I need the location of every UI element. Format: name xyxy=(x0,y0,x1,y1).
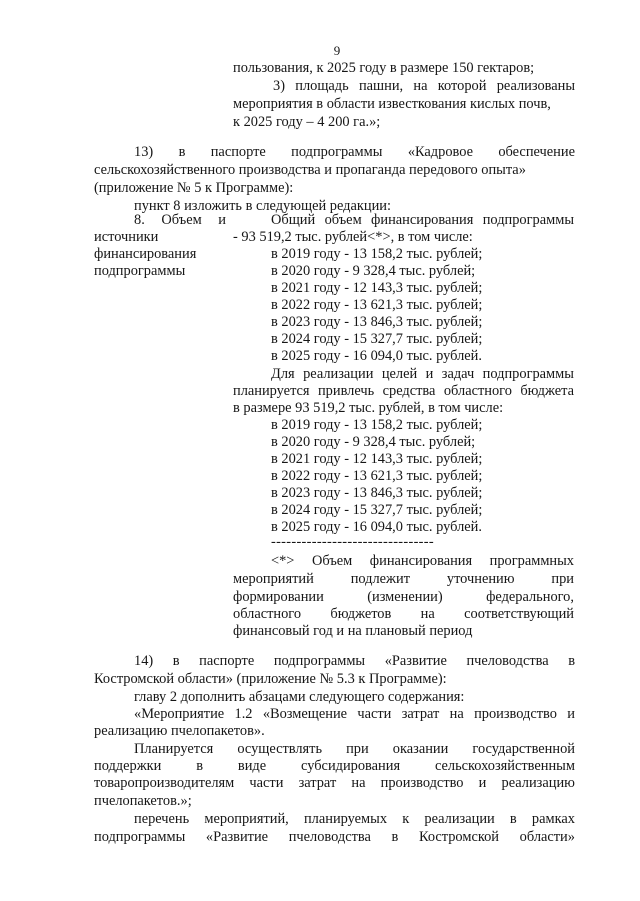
word: подпрограммы xyxy=(94,829,186,845)
word: объем xyxy=(324,212,362,228)
funding-year-line: в 2020 году - 9 328,4 тыс. рублей; xyxy=(271,434,476,450)
word: сельскохозяйственным xyxy=(434,758,575,774)
text-line xyxy=(94,775,575,793)
word: части xyxy=(357,706,392,722)
word: перечень xyxy=(134,811,190,827)
word: Костромской xyxy=(418,829,500,845)
text-line: пользования, к 2025 году в размере 150 гектаров; xyxy=(233,60,535,76)
word: подлежит xyxy=(350,571,410,587)
word: 13) xyxy=(134,144,154,160)
text-line xyxy=(271,212,574,230)
text-line xyxy=(134,706,575,724)
funding-year-line: в 2023 году - 13 846,3 тыс. рублей; xyxy=(271,314,483,330)
word: в xyxy=(391,829,399,845)
word: пашни, xyxy=(358,78,404,94)
word: при xyxy=(551,571,574,587)
funding-year-line: в 2023 году - 13 846,3 тыс. рублей; xyxy=(271,485,483,501)
word: «Развитие xyxy=(205,829,269,845)
text-line: Костромской области» (приложение № 5.3 к Программе): xyxy=(94,671,447,687)
word: затрат xyxy=(401,706,440,722)
table-left-label: подпрограммы xyxy=(94,263,186,279)
text-line: в размере 93 519,2 тыс. рублей, в том числе: xyxy=(233,400,504,416)
word: Общий xyxy=(271,212,316,228)
footnote-line xyxy=(233,589,574,607)
text-line: пчелопакетов.»; xyxy=(94,793,192,809)
word: подпрограммы xyxy=(482,212,574,228)
text-line xyxy=(94,758,575,776)
word: на xyxy=(420,606,435,622)
footnote-line xyxy=(233,606,574,624)
word: субсидирования xyxy=(301,758,401,774)
word: области» xyxy=(519,829,575,845)
word: и xyxy=(478,775,487,791)
word: и xyxy=(567,706,575,722)
word: рамках xyxy=(531,811,575,827)
footnote-separator: -------------------------------- xyxy=(271,534,434,550)
word: мероприятий xyxy=(233,571,314,587)
word: бюджета xyxy=(520,383,574,399)
word: в xyxy=(172,653,180,669)
word: подпрограммы xyxy=(273,653,366,669)
word: 8. xyxy=(134,212,145,228)
word: областного xyxy=(233,606,302,622)
text-line xyxy=(134,144,575,162)
word: части xyxy=(249,775,284,791)
word: оказании xyxy=(392,741,449,757)
word: уточнению xyxy=(446,571,515,587)
word: реализации xyxy=(303,366,374,382)
footnote-line: финансовый год и на плановый период xyxy=(233,623,473,639)
footnote-line xyxy=(233,571,574,589)
text-line: реализацию пчелопакетов». xyxy=(94,723,265,739)
word: в xyxy=(196,758,204,774)
text-line: сельскохозяйственного производства и пропаганда передового опыта» xyxy=(94,162,526,178)
word: целей xyxy=(381,366,418,382)
text-line xyxy=(271,366,574,384)
funding-year-line: в 2021 году - 12 143,3 тыс. рублей; xyxy=(271,280,483,296)
word: 1.2 xyxy=(234,706,253,722)
word: которой xyxy=(437,78,487,94)
word: 14) xyxy=(134,653,154,669)
word: затрат xyxy=(298,775,337,791)
funding-year-line: в 2020 году - 9 328,4 тыс. рублей; xyxy=(271,263,476,279)
funding-year-line: в 2022 году - 13 621,3 тыс. рублей; xyxy=(271,297,483,313)
funding-year-line: в 2024 году - 15 327,7 тыс. рублей; xyxy=(271,331,483,347)
text-line: (приложение № 5 к Программе): xyxy=(94,180,294,196)
word: средства xyxy=(382,383,436,399)
word: к xyxy=(402,811,410,827)
word: мероприятий, xyxy=(204,811,289,827)
word: финансирования xyxy=(369,553,473,569)
word: обеспечение xyxy=(498,144,575,160)
word: программных xyxy=(489,553,574,569)
word: формировании xyxy=(233,589,324,605)
word: государственной xyxy=(472,741,575,757)
text-line xyxy=(134,811,575,829)
word: на xyxy=(413,78,428,94)
word: пчеловодства xyxy=(288,829,371,845)
word: федерального, xyxy=(486,589,574,605)
word: реализованы xyxy=(496,78,575,94)
word: на xyxy=(351,775,366,791)
funding-year-line: в 2025 году - 16 094,0 тыс. рублей. xyxy=(271,348,482,364)
word: «Развитие xyxy=(384,653,447,669)
word: «Кадровое xyxy=(407,144,473,160)
word: и xyxy=(218,212,226,228)
word: (изменении) xyxy=(367,589,443,605)
word: <*> xyxy=(271,553,295,569)
word: производство xyxy=(474,706,557,722)
word: реализации xyxy=(424,811,495,827)
word: областного xyxy=(443,383,512,399)
word: планируется xyxy=(233,383,310,399)
page-number: 9 xyxy=(333,43,341,58)
word: паспорте xyxy=(199,653,255,669)
word: Объем xyxy=(311,553,353,569)
text-line: к 2025 году – 4 200 га.»; xyxy=(233,114,381,130)
word: Планируется xyxy=(134,741,214,757)
word: 3) xyxy=(273,78,285,94)
text-line xyxy=(94,829,575,847)
word: Объем xyxy=(161,212,202,228)
word: товаропроизводителям xyxy=(94,775,235,791)
word: в xyxy=(568,653,575,669)
text-line: главу 2 дополнить абзацами следующего содержания: xyxy=(134,689,465,705)
funding-year-line: в 2019 году - 13 158,2 тыс. рублей; xyxy=(271,246,483,262)
word: производство xyxy=(380,775,464,791)
word: Для xyxy=(271,366,295,382)
word: паспорте xyxy=(210,144,266,160)
word: на xyxy=(449,706,464,722)
word: планируемых xyxy=(303,811,388,827)
word: задач xyxy=(441,366,475,382)
text-line: мероприятия в области известкования кислых почв, xyxy=(233,96,551,112)
word: поддержки xyxy=(94,758,162,774)
text-line: - 93 519,2 тыс. рублей<*>, в том числе: xyxy=(233,229,473,245)
table-left-label xyxy=(134,212,226,230)
table-left-label: финансирования xyxy=(94,246,197,262)
word: в xyxy=(178,144,186,160)
word: пчеловодства xyxy=(466,653,549,669)
word: в xyxy=(509,811,517,827)
word: подпрограммы xyxy=(482,366,574,382)
word: реализацию xyxy=(501,775,575,791)
word: финансирования xyxy=(371,212,474,228)
word: осуществлять xyxy=(237,741,323,757)
text-line xyxy=(134,741,575,759)
text-line xyxy=(273,78,575,96)
word: привлечь xyxy=(317,383,375,399)
funding-year-line: в 2022 году - 13 621,3 тыс. рублей; xyxy=(271,468,483,484)
text-line xyxy=(233,383,574,401)
word: соответствующий xyxy=(464,606,574,622)
word: подпрограммы xyxy=(291,144,383,160)
word: «Мероприятие xyxy=(134,706,225,722)
word: и xyxy=(425,366,434,382)
text-line: пункт 8 изложить в следующей редакции: xyxy=(134,198,391,214)
word: виде xyxy=(237,758,267,774)
funding-year-line: в 2024 году - 15 327,7 тыс. рублей; xyxy=(271,502,483,518)
table-left-label: источники xyxy=(94,229,159,245)
funding-year-line: в 2019 году - 13 158,2 тыс. рублей; xyxy=(271,417,483,433)
word: при xyxy=(346,741,369,757)
word: бюджетов xyxy=(330,606,392,622)
funding-year-line: в 2021 году - 12 143,3 тыс. рублей; xyxy=(271,451,483,467)
word: «Возмещение xyxy=(262,706,348,722)
funding-year-line: в 2025 году - 16 094,0 тыс. рублей. xyxy=(271,519,482,535)
text-line xyxy=(134,653,575,671)
word: площадь xyxy=(295,78,349,94)
footnote-line xyxy=(271,553,574,571)
